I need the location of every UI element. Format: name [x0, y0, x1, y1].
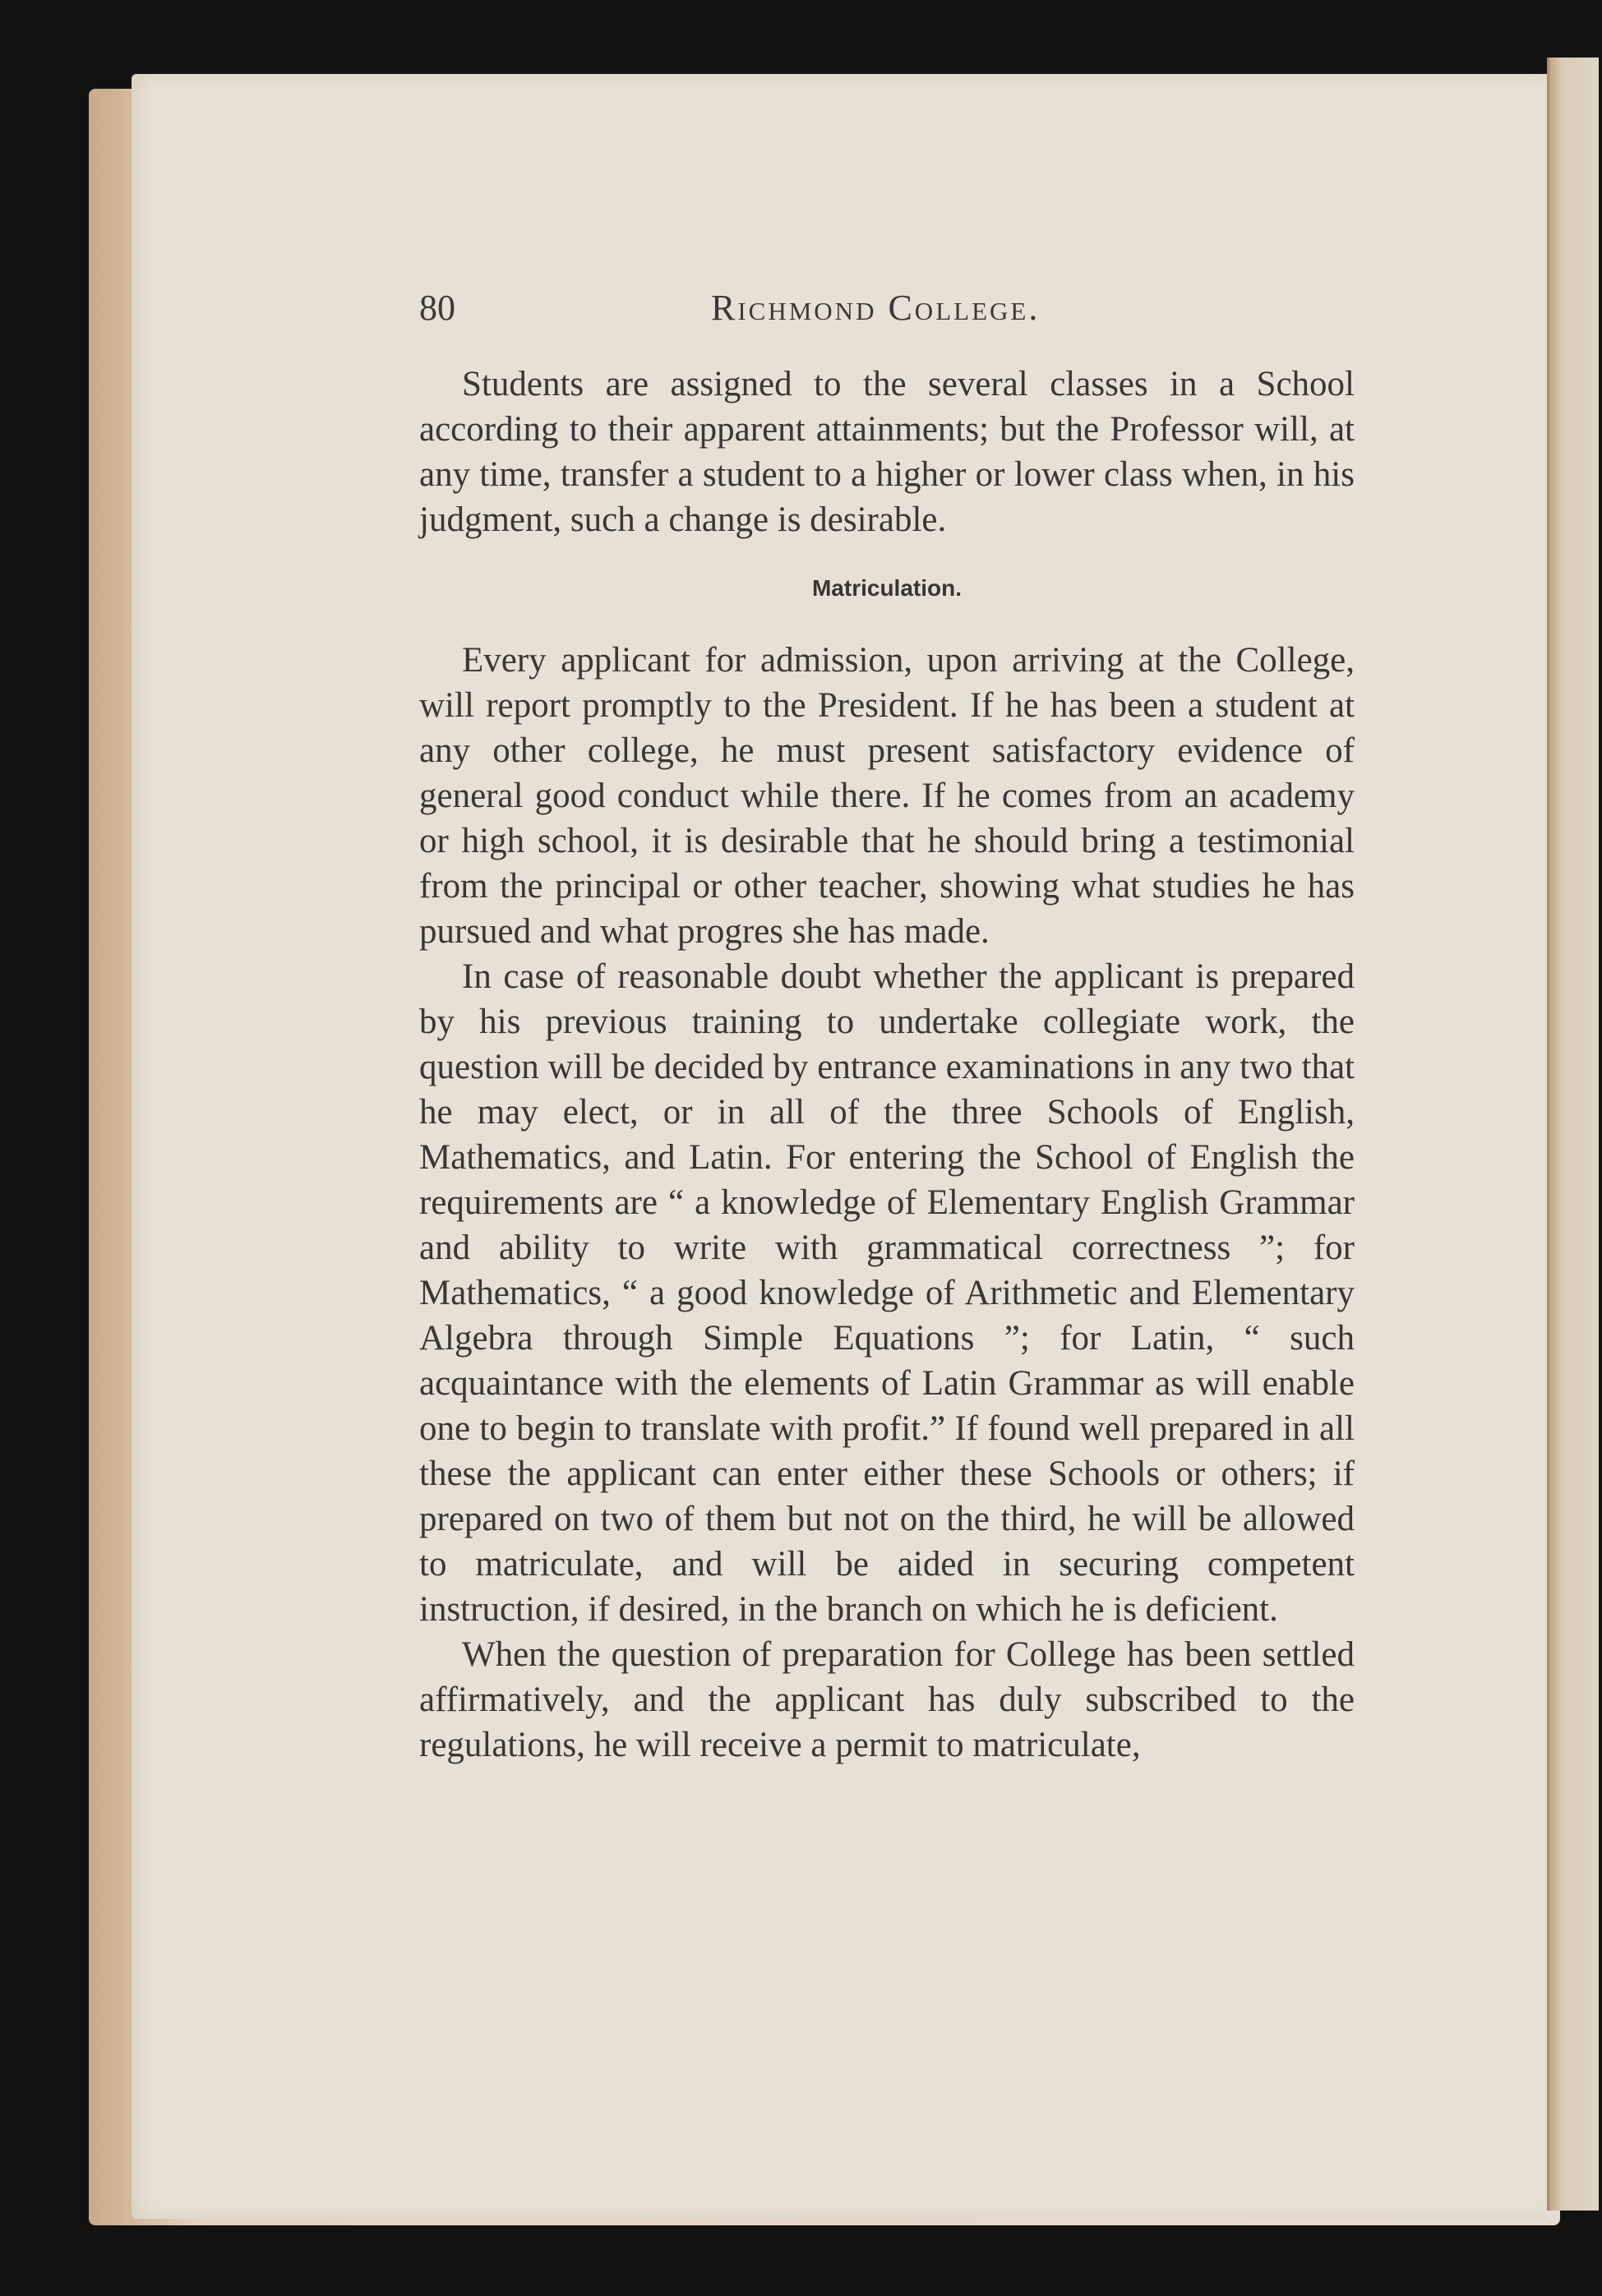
running-head: [419, 284, 1356, 333]
running-title: Richmond College.: [711, 288, 1041, 328]
section-heading: Matriculation.: [811, 575, 962, 601]
facing-page-edge: [1547, 58, 1599, 2211]
page-number: 80: [419, 288, 455, 328]
body-text: [419, 362, 1355, 1768]
matriculation-permit-paragraph: When the question of preparation for College has been settled affirmatively, and the applicant has duly subscribed to the regulations, he will receive a permit to matriculate,: [419, 1635, 1355, 1764]
entrance-exam-paragraph: In case of reasonable doubt whether the applicant is prepared by his previous training to undertake collegiate work, the question will be decided by entrance examinations in any two that he may elect, or in all of the three Schools of English, Mathematics, and Latin. For entering the School of English the requirements are “ a knowledge of Elementary English Grammar and ability to write with grammatical correctness ”; for Mathematics, “ a good knowledge of Arithmetic and Elementary Algebra through Simple Equations ”; for Latin, “ such acquaintance with the elements of Latin Grammar as will enable one to begin to translate with profit.” If found well prepared in all these the applicant can enter either these Schools or others; if prepared on two of them but not on the third, he will be allowed to matriculate, and will be aided in securing competent instruction, if desired, in the branch on which he is deficient.: [419, 957, 1355, 1629]
intro-paragraph: Students are assigned to the several classes in a School according to their apparent attainments; but the Professor will, at any time, transfer a student to a higher or lower class when, in his judgment, such a change is desirable.: [419, 365, 1355, 539]
admission-paragraph: Every applicant for admission, upon arriving at the College, will report promptly to the President. If he has been a student at any other college, he must present satisfactory evidence of general good conduct while there. If he comes from an academy or high school, it is desirable that he should bring a testimonial from the principal or other teacher, showing what studies he has pursued and what progres she has made.: [419, 641, 1355, 951]
